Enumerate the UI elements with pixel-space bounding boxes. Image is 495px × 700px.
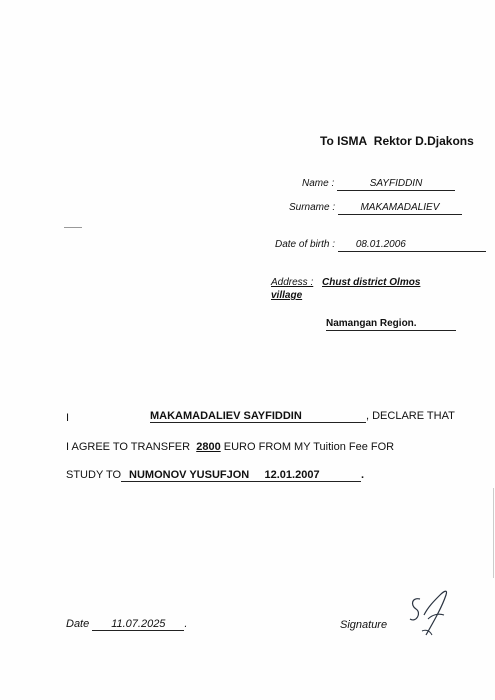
dob-row bbox=[275, 239, 486, 252]
recipient-header bbox=[320, 134, 474, 148]
statement-end: . bbox=[361, 469, 365, 481]
header-rector: Rektor D.Djakons bbox=[373, 134, 474, 148]
agree-prefix: I AGREE TO TRANSFER bbox=[66, 441, 191, 453]
name-label: Name : bbox=[302, 178, 335, 189]
dob-value: 08.01.2006 bbox=[338, 239, 486, 252]
address-line1: Chust district Olmos bbox=[322, 277, 421, 288]
address-line2: village bbox=[271, 290, 303, 301]
declarant-name: MAKAMADALIEV SAYFIDDIN bbox=[150, 410, 366, 423]
header-to: To ISMA bbox=[320, 134, 368, 148]
agree-suffix: EURO FROM MY Tuition Fee FOR bbox=[223, 441, 395, 453]
handwritten-signature bbox=[404, 585, 454, 645]
statement-line3 bbox=[66, 469, 364, 482]
scan-mark-right-edge bbox=[493, 488, 494, 578]
recipient-dob: 12.01.2007 bbox=[264, 469, 320, 481]
address-label: Address : bbox=[271, 277, 314, 288]
scan-mark-left bbox=[64, 227, 82, 228]
study-prefix: STUDY TO bbox=[66, 469, 122, 481]
address-line3: Namangan Region. bbox=[326, 318, 456, 331]
surname-value: MAKAMADALIEV bbox=[338, 202, 462, 215]
surname-label: Surname : bbox=[289, 202, 336, 213]
statement-pronoun: I bbox=[66, 412, 70, 424]
name-row bbox=[302, 178, 455, 191]
recipient-details bbox=[121, 469, 361, 482]
transfer-amount: 2800 bbox=[196, 441, 221, 453]
declare-text: , DECLARE THAT bbox=[366, 410, 455, 422]
dob-label: Date of birth : bbox=[275, 239, 336, 250]
date-row: Date 11.07.2025 . bbox=[66, 618, 188, 630]
name-value: SAYFIDDIN bbox=[337, 178, 455, 191]
surname-row bbox=[289, 202, 462, 215]
signature-label: Signature bbox=[340, 619, 388, 631]
address-line3-row bbox=[326, 318, 456, 331]
statement-line2 bbox=[66, 441, 394, 453]
date-label: Date bbox=[66, 618, 90, 630]
date-value: 11.07.2025 bbox=[92, 618, 184, 631]
address-row bbox=[271, 277, 420, 288]
recipient-name: NUMONOV YUSUFJON bbox=[129, 469, 250, 481]
statement-line1 bbox=[150, 410, 455, 423]
